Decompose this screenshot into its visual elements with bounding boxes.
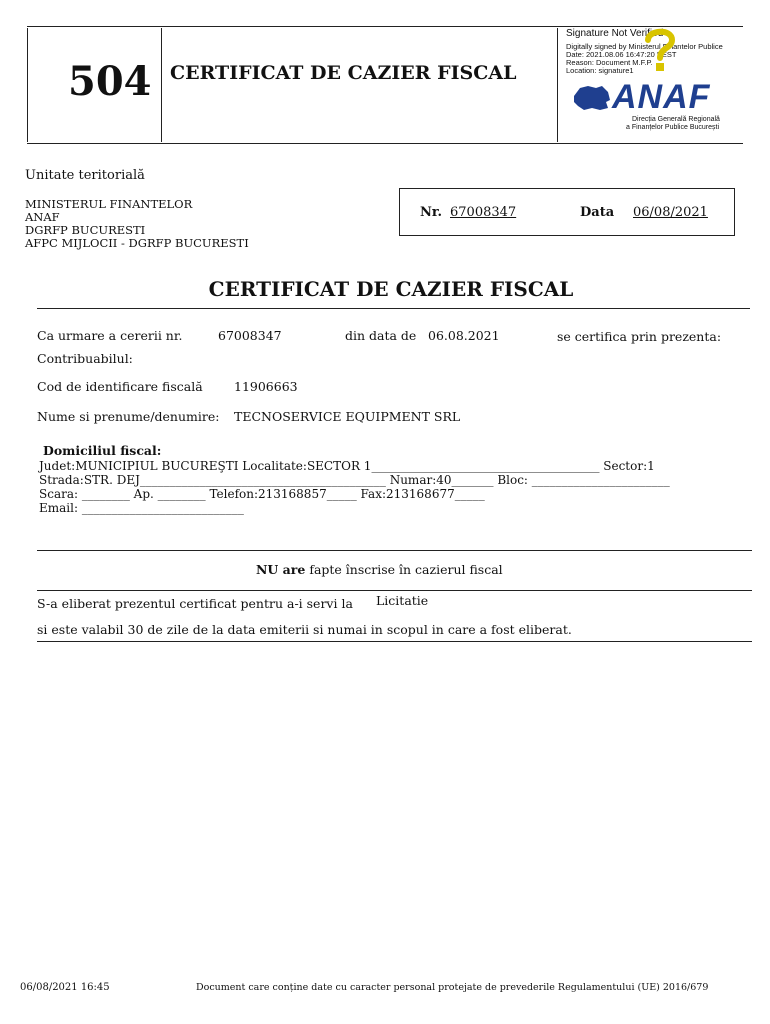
main-title: CERTIFICAT DE CAZIER FISCAL [208,277,574,301]
domicile-line-3: Scara: ________ Ap. ________ Telefon:213168857_____ Fax:213168677_____ [39,487,485,501]
anaf-logo: ANAF [612,78,711,116]
header-divider-mid [161,28,162,142]
request-suffix: se certifica prin prezenta: [557,329,722,344]
domicile-line-2: Strada:STR. DEJ_________________________________________ Numar:40_______ Bloc: _______________________ [39,473,670,487]
signature-line-1: Digitally signed by Ministerul Finantelor Publice [566,42,723,51]
name-value: TECNOSERVICE EQUIPMENT SRL [234,409,461,424]
rule-1 [37,550,752,551]
data-value: 06/08/2021 [633,205,708,220]
request-prefix: Ca urmare a cererii nr. [37,328,183,343]
cif-value: 11906663 [234,379,298,394]
contributor-label: Contribuabilul: [37,351,133,366]
facts-bold: NU are [256,562,306,577]
cif-label: Cod de identificare fiscală [37,379,203,394]
unit-line-1: MINISTERUL FINANTELOR [25,197,193,211]
footer-timestamp: 06/08/2021 16:45 [20,982,110,993]
validity-text: si este valabil 30 de zile de la data emiterii si numai in scopul in care a fost eliberat. [37,622,572,637]
nr-label: Nr. [420,205,443,220]
signature-question-icon [640,26,680,74]
domicile-line-1: Judet:MUNICIPIUL BUCUREŞTI Localitate:SECTOR 1______________________________________ Sector:1 [39,459,655,473]
unit-line-4: AFPC MIJLOCII - DGRFP BUCURESTI [25,236,249,250]
rule-2 [37,590,752,591]
anaf-subtitle-2: a Finanțelor Publice București [626,124,719,131]
signature-line-2: Date: 2021.08.06 16:47:20 EEST [566,50,677,59]
facts-rest: fapte înscrise în cazierul fiscal [309,562,503,577]
form-number: 504 [68,58,152,105]
header-title: CERTIFICAT DE CAZIER FISCAL [170,62,517,84]
domicile-line-4: Email: ___________________________ [39,501,244,515]
anaf-subtitle-1: Direcția Generală Regională [632,116,720,123]
rule-3 [37,641,752,642]
facts-line [256,562,503,577]
domicile-heading: Domiciliul fiscal: [43,443,162,458]
signature-status: Signature Not Verified [566,28,664,39]
name-label: Nume si prenume/denumire: [37,409,220,424]
request-date-value: 06.08.2021 [428,328,500,343]
purpose-prefix: S-a eliberat prezentul certificat pentru a-i servi la [37,596,353,611]
unit-line-3: DGRFP BUCURESTI [25,223,146,237]
unit-label: Unitate teritorială [25,168,145,183]
request-number: 67008347 [218,328,282,343]
unit-line-2: ANAF [25,210,60,224]
data-label: Data [580,205,615,220]
nr-value: 67008347 [450,205,517,220]
purpose-value: Licitatie [376,593,429,608]
romania-map-icon [572,84,612,112]
request-date-label: din data de [345,328,417,343]
signature-line-4: Location: signature1 [566,66,634,75]
title-rule [37,308,750,309]
footer-note: Document care conține date cu caracter personal protejate de prevederile Regulamentului (UE) 2016/679 [196,982,709,993]
header-divider-left [27,28,28,142]
header-divider-right [557,28,558,142]
signature-line-3: Reason: Document M.F.P. [566,58,653,67]
